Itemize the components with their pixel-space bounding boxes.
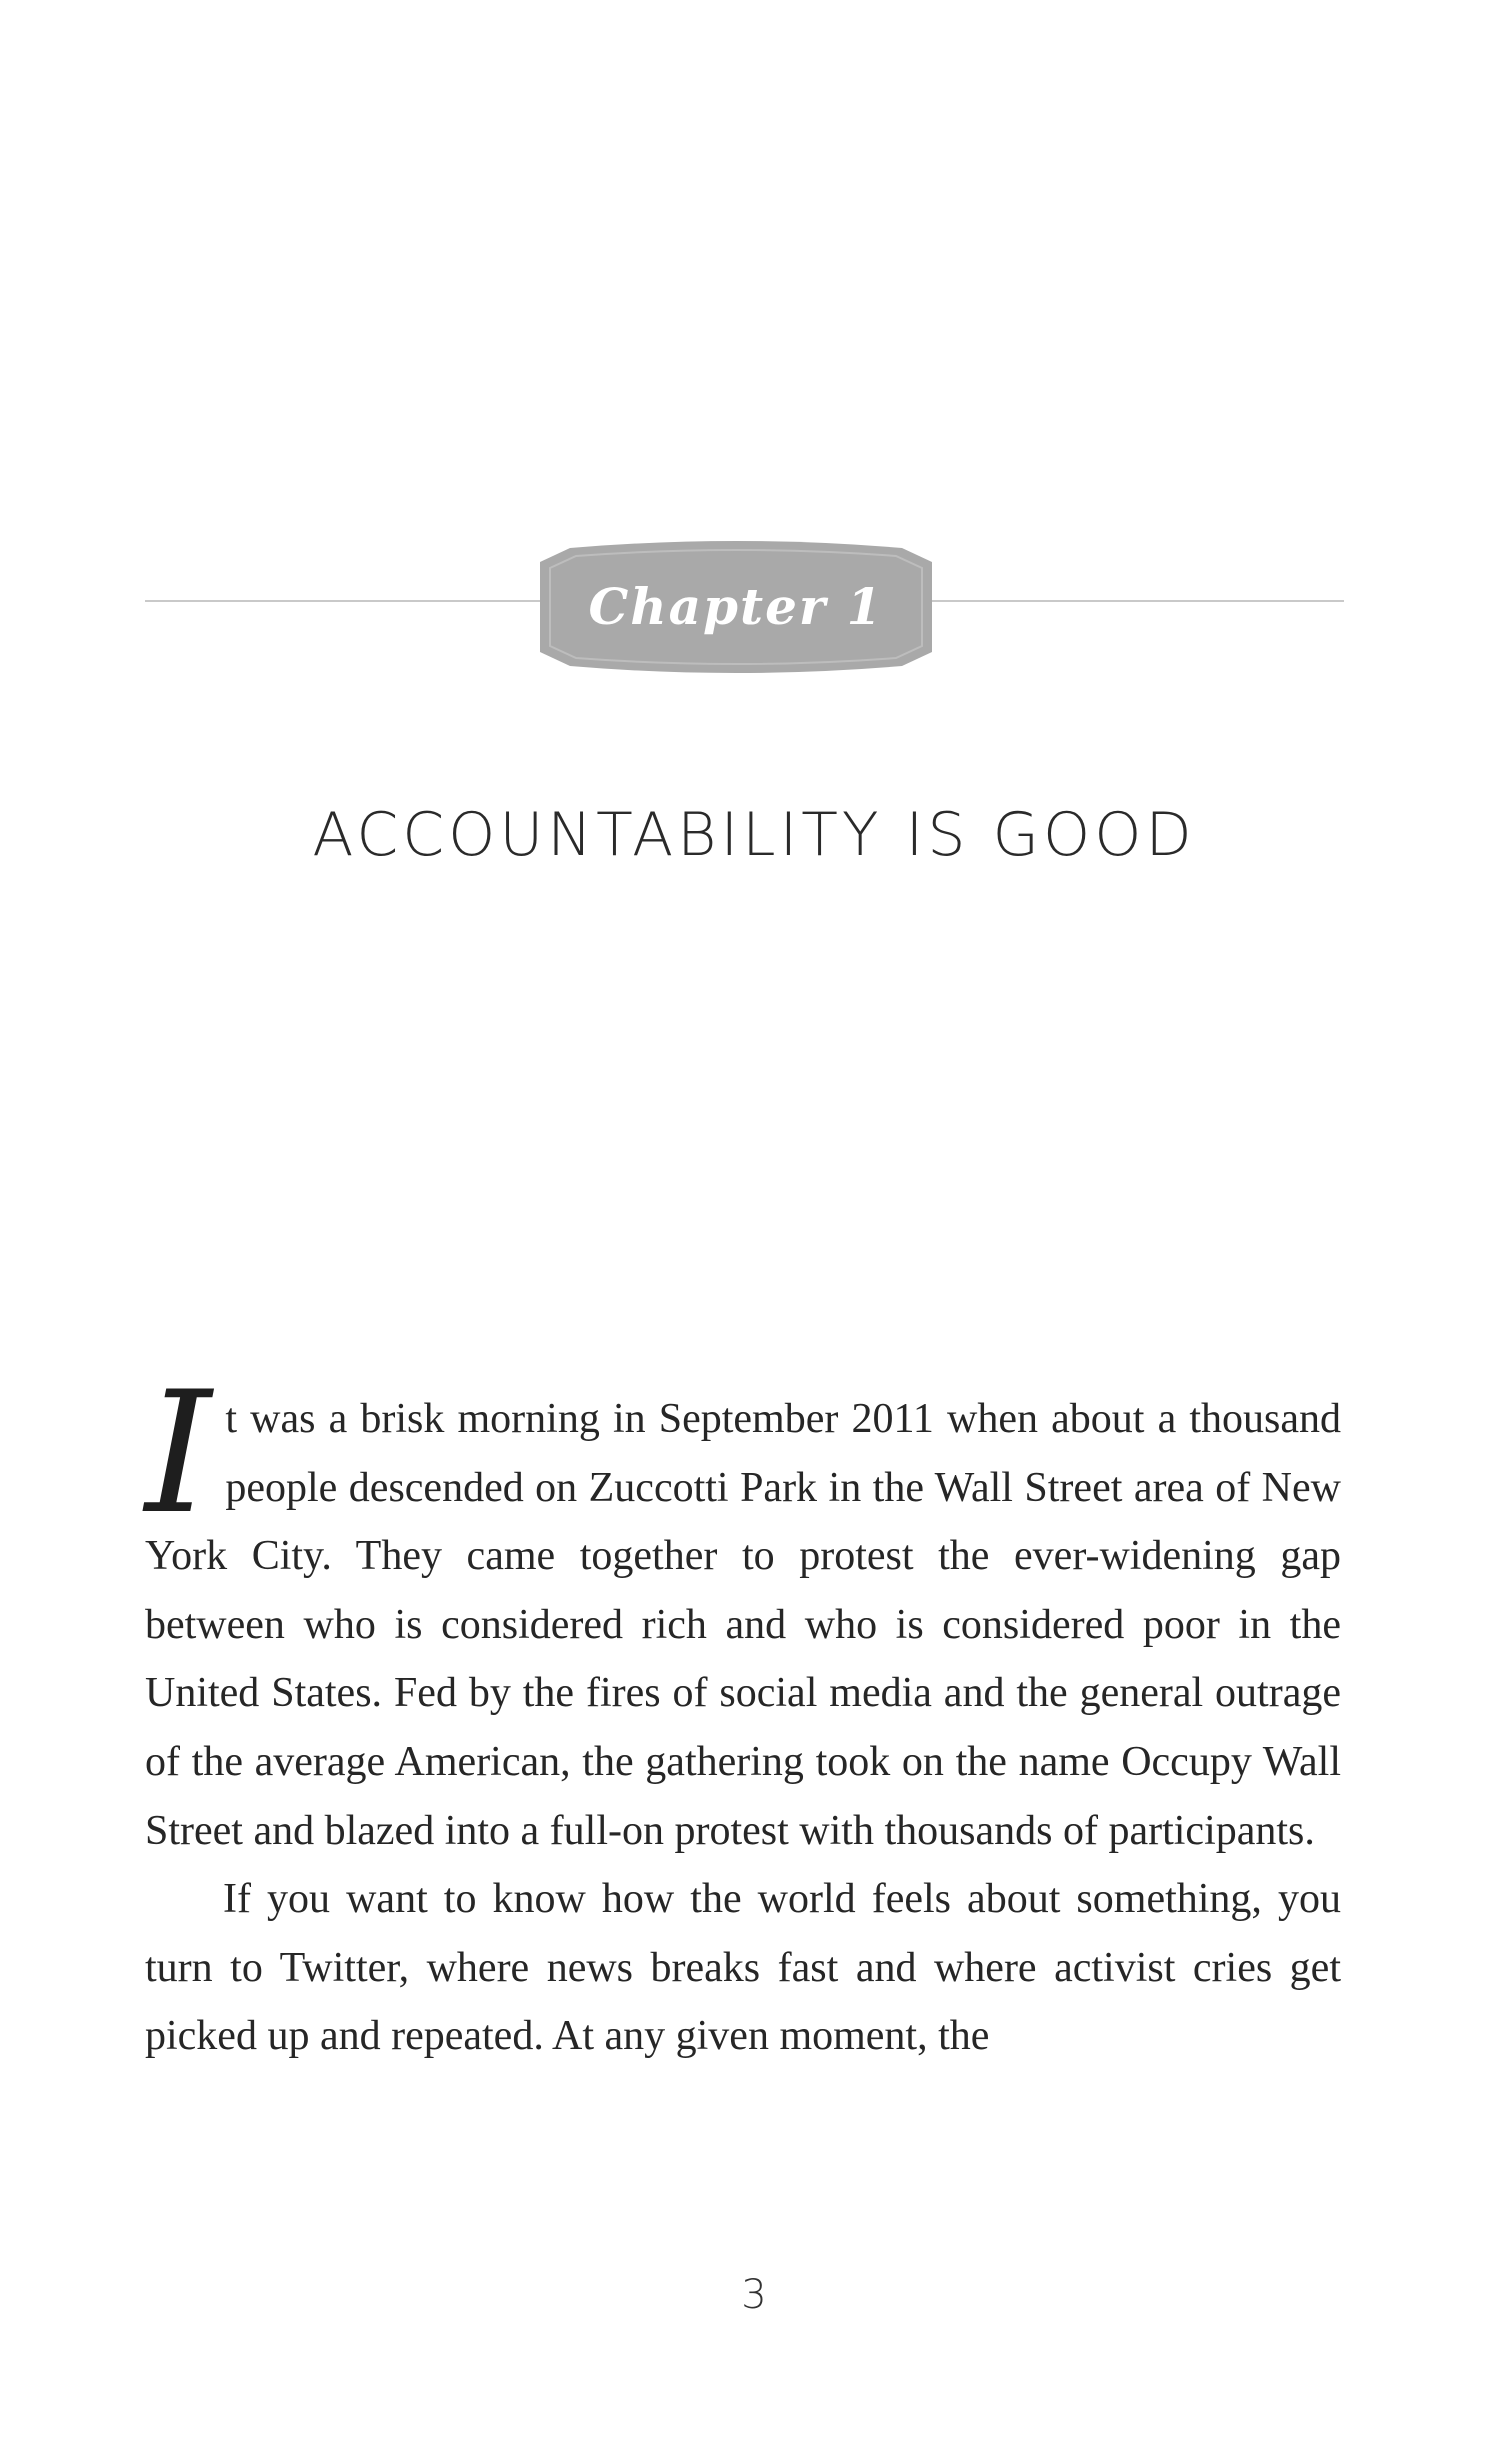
chapter-title: ACCOUNTABILITY IS GOOD [312,800,1196,870]
drop-cap: I [145,1355,212,1551]
chapter-label: Chapter 1 [588,577,884,636]
paragraph-1-text: t was a brisk morning in September 2011 when about a thousand people descended on Zuccotti Park in the Wall Street area of New York City. They came together to protest the ever-widening gap between who is considered rich and who is considered poor in the United States. Fed by the fires of social media and the general outrage of the average American, the gathering took on the name Occupy Wall Street and blazed into a full-on protest with thousands of participants. [145,1396,1341,1854]
chapter-rule-right [928,600,1344,602]
body-text [145,1355,1341,2071]
paragraph-1 [145,1355,1341,1865]
chapter-rule-left [145,600,543,602]
page-number: 3 [741,2272,767,2318]
paragraph-2: If you want to know how the world feels about something, you turn to Twitter, where news breaks fast and where activist cries get picked up and repeated. At any given moment, the [145,1876,1341,2060]
chapter-badge [540,540,932,674]
